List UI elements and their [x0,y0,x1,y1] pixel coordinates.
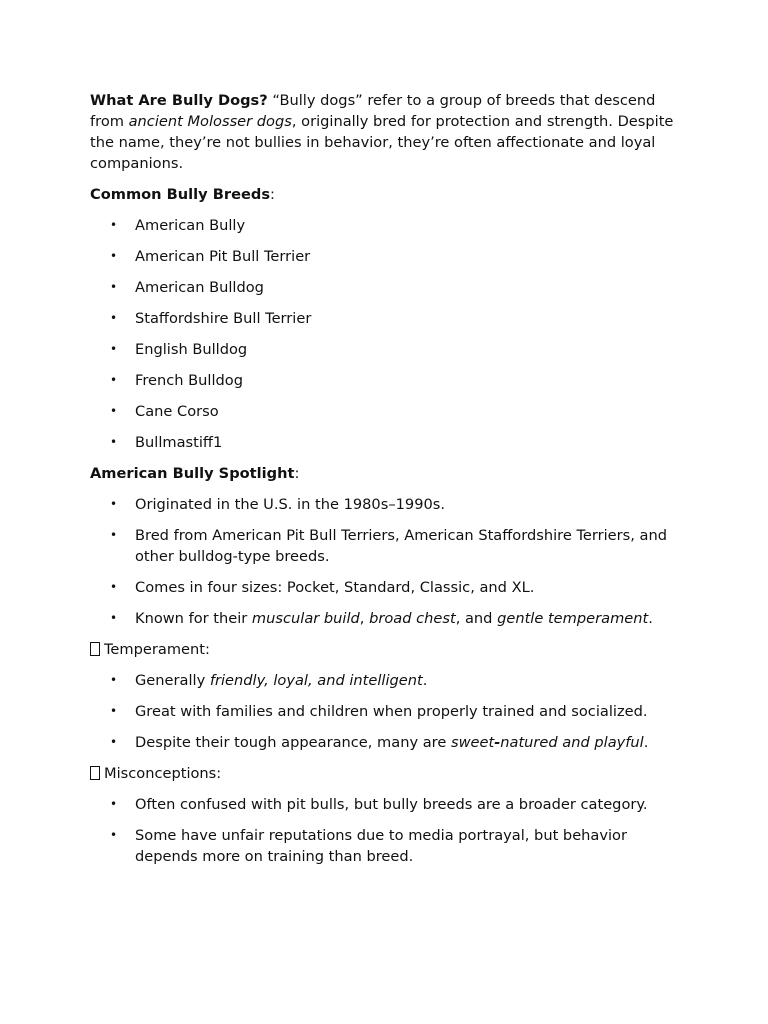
list-item [90,246,680,267]
bullet-icon: • [110,673,118,687]
spotlight-ancestry: Bred from American Pit Bull Terriers, American Staffordshire Terriers, and other bulldog-type breeds. [135,527,667,565]
breeds-list [90,215,680,453]
temperament-appearance-text: Despite their tough appearance, many are [135,734,451,751]
bullet-icon: • [110,311,118,325]
document-page [90,90,680,877]
bullet-icon: • [110,704,118,718]
temperament-appearance-emph-2: natured and playful [500,734,644,751]
spotlight-traits-sep: , [359,610,370,627]
bullet-icon: • [110,342,118,356]
intro-text-1: “Bully dogs” refer to a group of breeds that descend from [90,92,656,130]
breed-name: American Bully [135,217,246,234]
intro-title: What Are Bully Dogs? [90,92,268,109]
temperament-families: Great with families and children when properly trained and socialized. [135,703,648,720]
breed-name: Cane Corso [135,403,219,420]
spotlight-trait-chest: broad chest [369,610,456,627]
spotlight-heading-text: American Bully Spotlight [90,465,295,482]
bullet-icon: • [110,404,118,418]
intro-paragraph [90,90,680,174]
breed-name: American Bulldog [135,279,264,296]
bullet-icon: • [110,373,118,387]
list-item [90,732,680,753]
breed-name: Bullmastiff1 [135,434,223,451]
list-item [90,494,680,515]
list-item [90,432,680,453]
list-item [90,308,680,329]
bullet-icon: • [110,497,118,511]
temperament-appearance-end: . [643,734,649,751]
temperament-appearance-emph-1: sweet [450,734,495,751]
misconception-reputation: Some have unfair reputations due to media portrayal, but behavior depends more on training than breed. [135,827,627,865]
temperament-heading-text: Temperament: [104,641,210,658]
breeds-heading [90,184,680,205]
spotlight-heading [90,463,680,484]
temperament-general-end: . [422,672,428,689]
bullet-icon: • [110,797,118,811]
bullet-icon: • [110,249,118,263]
bullet-icon: • [110,580,118,594]
spotlight-traits-text: Known for their [135,610,252,627]
temperament-heading [90,639,680,660]
list-item [90,370,680,391]
spotlight-trait-temperament: gentle temperament [497,610,649,627]
spotlight-sizes: Comes in four sizes: Pocket, Standard, Classic, and XL. [135,579,535,596]
list-item [90,215,680,236]
spotlight-list [90,494,680,629]
missing-glyph-icon [90,642,100,656]
breed-name: English Bulldog [135,341,248,358]
list-item [90,670,680,691]
temperament-general-traits: friendly, loyal, and intelligent [209,672,423,689]
list-item [90,401,680,422]
list-item [90,339,680,360]
intro-text-2: , originally bred for protection and strength. Despite the name, they’re not bullies in behavior, they’re often affectionate and loyal companions. [90,113,674,172]
spotlight-heading-colon: : [294,465,300,482]
spotlight-trait-build: muscular build [251,610,360,627]
spotlight-traits-end: . [648,610,653,627]
spotlight-origin: Originated in the U.S. in the 1980s–1990s. [135,496,446,513]
breed-name: American Pit Bull Terrier [135,248,311,265]
breed-name: French Bulldog [135,372,243,389]
list-item [90,277,680,298]
bullet-icon: • [110,218,118,232]
breeds-heading-colon: : [270,186,275,203]
list-item [90,577,680,598]
list-item [90,825,680,867]
temperament-general-text: Generally [135,672,210,689]
list-item [90,701,680,722]
temperament-appearance-dash: - [494,734,501,751]
missing-glyph-icon [90,766,100,780]
bullet-icon: • [110,828,118,842]
misconceptions-list [90,794,680,867]
bullet-icon: • [110,528,118,542]
misconception-pit-bulls: Often confused with pit bulls, but bully breeds are a broader category. [135,796,648,813]
intro-emphasis: ancient Molosser dogs [128,113,292,130]
misconceptions-heading-text: Misconceptions: [104,765,222,782]
bullet-icon: • [110,435,118,449]
bullet-icon: • [110,280,118,294]
breed-name: Staffordshire Bull Terrier [135,310,312,327]
temperament-list [90,670,680,753]
list-item [90,794,680,815]
bullet-icon: • [110,611,118,625]
list-item [90,525,680,567]
breeds-heading-text: Common Bully Breeds [90,186,271,203]
bullet-icon: • [110,735,118,749]
list-item [90,608,680,629]
spotlight-traits-and: , and [455,610,498,627]
misconceptions-heading [90,763,680,784]
